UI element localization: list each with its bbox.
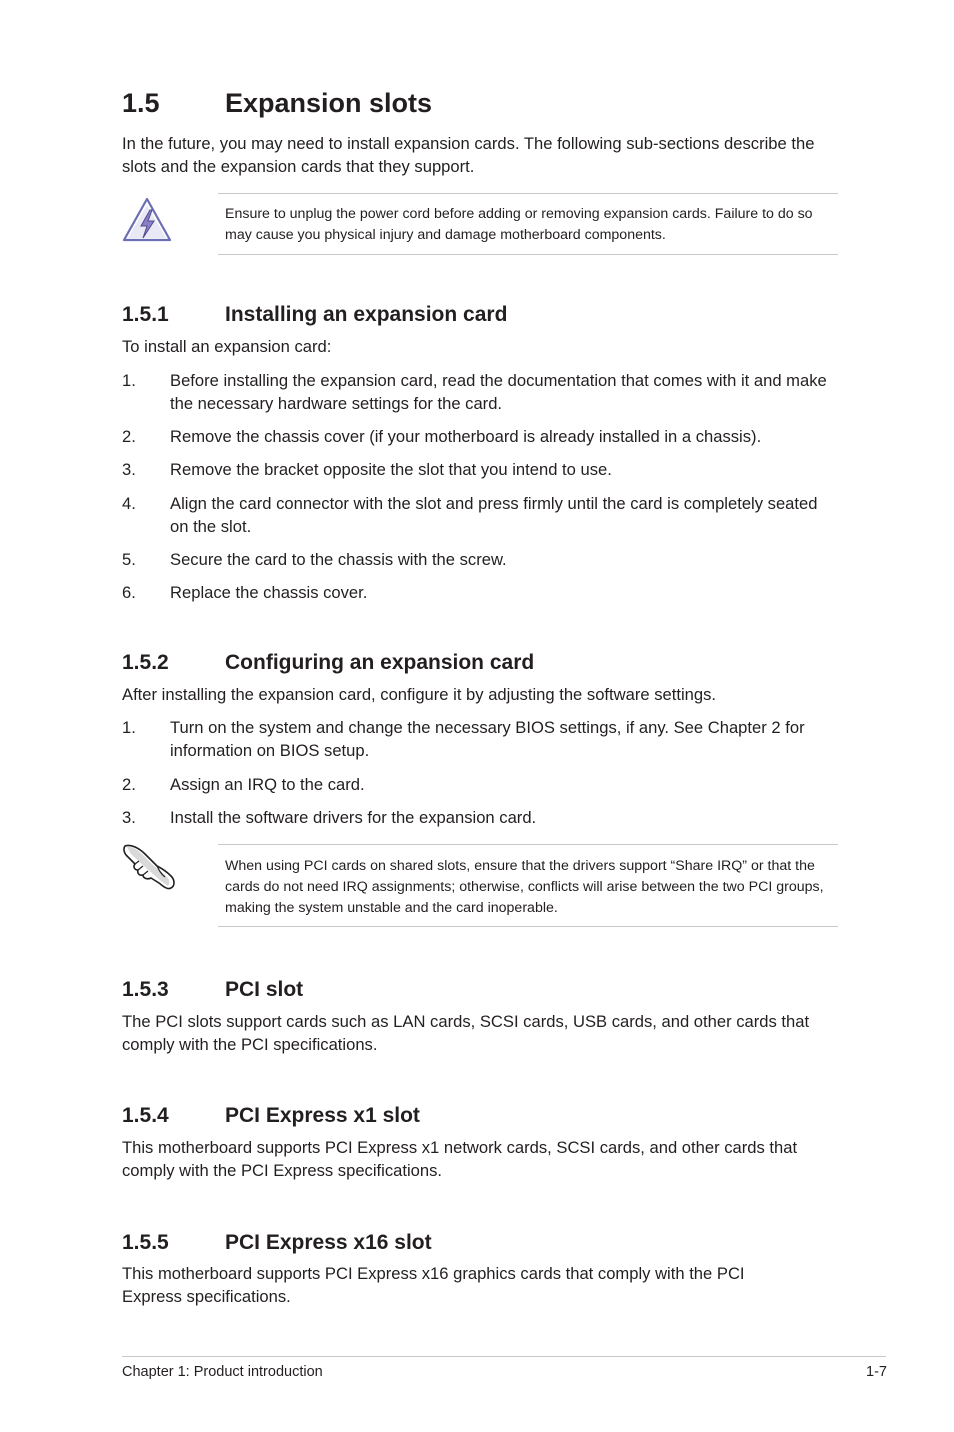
list-text: Align the card connector with the slot and press firmly until the card is completely seated on the slot.: [170, 494, 818, 536]
subsection-number: 1.5.4: [122, 1104, 169, 1127]
warning-text: Ensure to unplug the power cord before adding or removing expansion cards. Failure to do so may cause you physical injury and damage motherboard components.: [225, 206, 813, 243]
subsection-number: 1.5.2: [122, 651, 169, 674]
configure-lead: After installing the expansion card, configure it by adjusting the software settings.: [122, 685, 717, 704]
subsection-title: Installing an expansion card: [225, 303, 508, 326]
pointing-hand-icon: [121, 840, 179, 890]
section-number: 1.5: [122, 88, 160, 118]
note-text: When using PCI cards on shared slots, ensure that the drivers support “Share IRQ” or that the cards do not need IRQ assignments; otherwise, conflicts will arise between the two PCI groups, making the system unstable and the card inoperable.: [225, 858, 824, 916]
subsection-number: 1.5.1: [122, 303, 169, 326]
list-number: 3.: [122, 460, 136, 479]
pcie-x16-paragraph: This motherboard supports PCI Express x16 graphics cards that comply with the PCI Express specifications.: [122, 1264, 745, 1306]
list-number: 3.: [122, 808, 136, 827]
pcie-x1-paragraph: This motherboard supports PCI Express x1 network cards, SCSI cards, and other cards that comply with the PCI Express specifications.: [122, 1138, 798, 1180]
list-text: Secure the card to the chassis with the screw.: [170, 550, 507, 569]
note-box: [218, 844, 838, 927]
footer-page-number: 1-7: [866, 1364, 887, 1380]
footer-divider: [122, 1356, 886, 1357]
list-number: 2.: [122, 775, 136, 794]
intro-paragraph: In the future, you may need to install expansion cards. The following sub-sections describe the slots and the expansion cards that they support.: [122, 134, 815, 176]
list-text: Before installing the expansion card, read the documentation that comes with it and make the necessary hardware settings for the card.: [170, 371, 827, 413]
list-number: 5.: [122, 550, 136, 569]
warning-lightning-icon: [121, 196, 173, 244]
list-text: Replace the chassis cover.: [170, 583, 368, 602]
install-lead: To install an expansion card:: [122, 337, 332, 356]
list-text: Assign an IRQ to the card.: [170, 775, 365, 794]
list-number: 6.: [122, 583, 136, 602]
subsection-title: PCI slot: [225, 978, 304, 1001]
subsection-title: PCI Express x16 slot: [225, 1231, 432, 1254]
list-number: 4.: [122, 494, 136, 513]
list-text: Remove the bracket opposite the slot that you intend to use.: [170, 460, 612, 479]
section-title: Expansion slots: [225, 88, 433, 118]
list-text: Turn on the system and change the necessary BIOS settings, if any. See Chapter 2 for information on BIOS setup.: [170, 718, 805, 760]
list-text: Install the software drivers for the expansion card.: [170, 808, 537, 827]
footer-chapter: Chapter 1: Product introduction: [122, 1364, 323, 1380]
pci-paragraph: The PCI slots support cards such as LAN cards, SCSI cards, USB cards, and other cards that comply with the PCI specifications.: [122, 1012, 810, 1054]
list-number: 2.: [122, 427, 136, 446]
list-text: Remove the chassis cover (if your motherboard is already installed in a chassis).: [170, 427, 762, 446]
subsection-number: 1.5.3: [122, 978, 169, 1001]
subsection-title: Configuring an expansion card: [225, 651, 535, 674]
subsection-title: PCI Express x1 slot: [225, 1104, 420, 1127]
list-number: 1.: [122, 718, 136, 737]
list-number: 1.: [122, 371, 136, 390]
warning-box: [218, 193, 838, 255]
subsection-number: 1.5.5: [122, 1231, 169, 1254]
